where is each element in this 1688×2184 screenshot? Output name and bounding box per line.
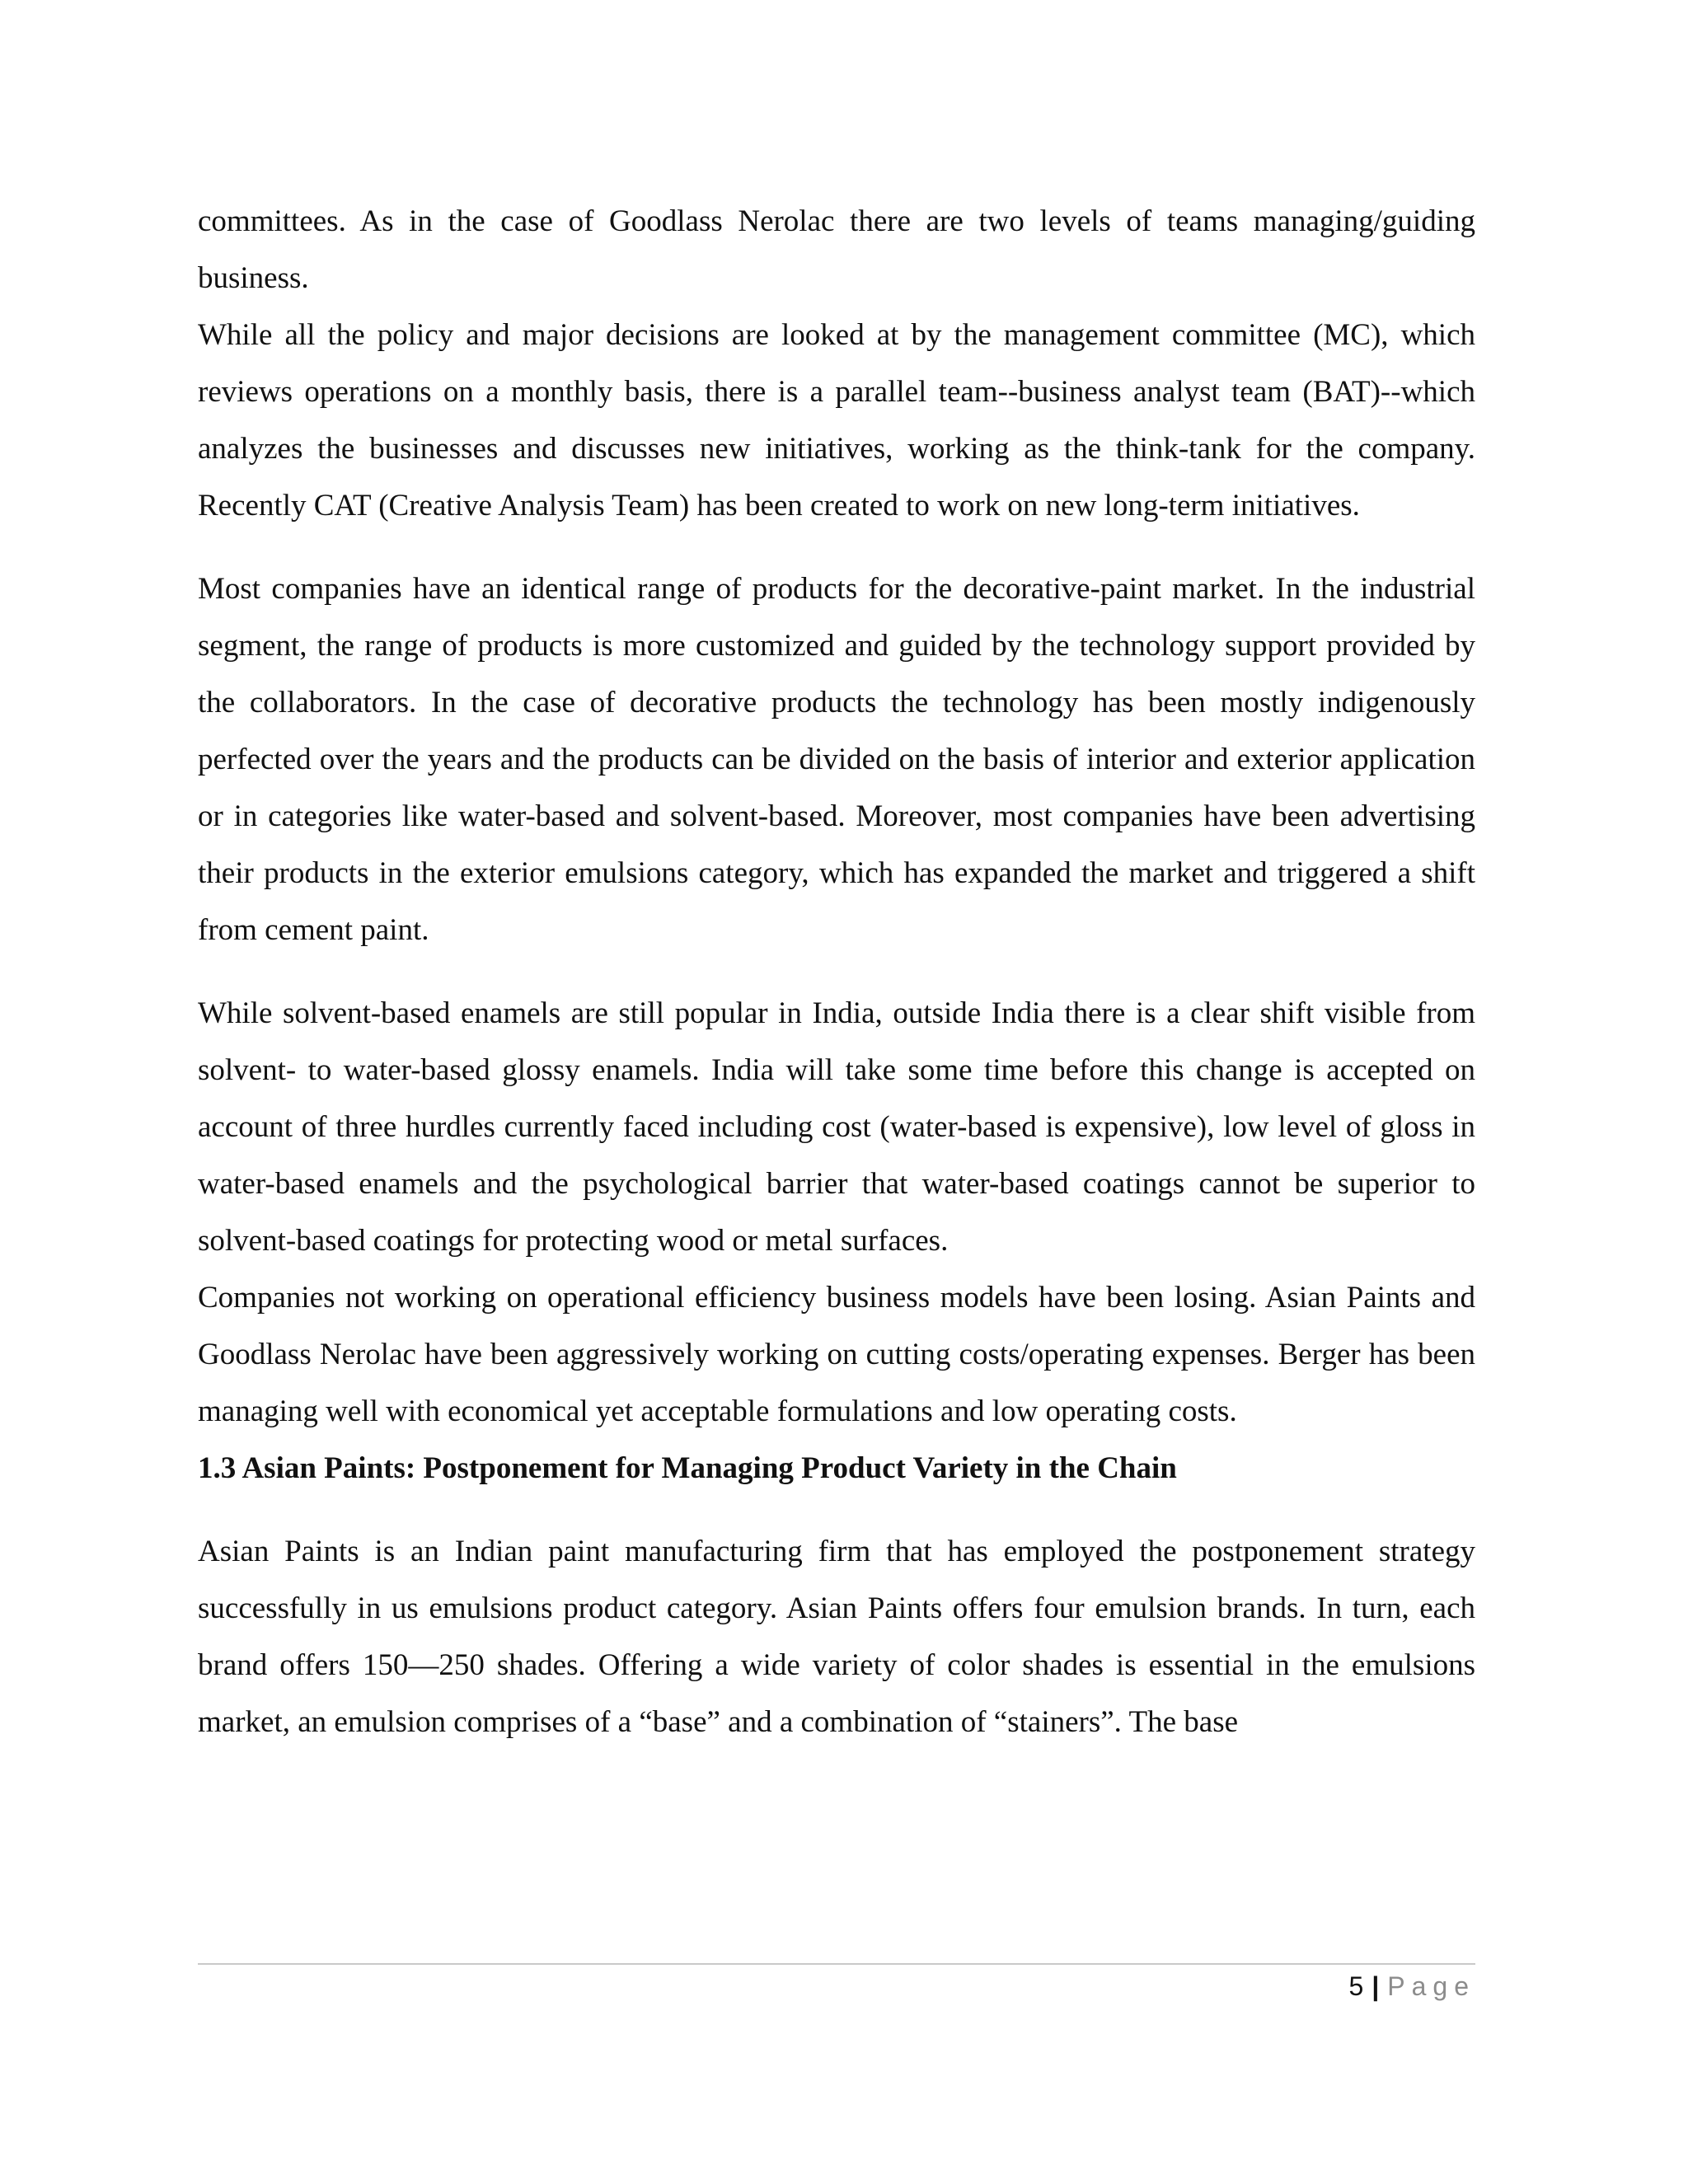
section-heading: 1.3 Asian Paints: Postponement for Managing Product Variety in the Chain — [198, 1451, 1177, 1485]
body-paragraph: While solvent-based enamels are still popular in India, outside India there is a clear shift visible from solvent- to water-based glossy enamels. India will take some time before this change is accepted on account of three hurdles currently faced including cost (water-based is expensive), low level of gloss in water-based enamels and the psychological barrier that water-based coatings cannot be superior to solvent-based coatings for protecting wood or metal surfaces. — [198, 996, 1475, 1258]
body-paragraph: While all the policy and major decisions are looked at by the management committee (MC), which reviews operations on a monthly basis, there is a parallel team--business analyst team (BAT)--which analyzes the businesses and discusses new initiatives, working as the think-tank for the company. Recently CAT (Creative Analysis Team) has been created to work on new long-term initiatives. — [198, 318, 1475, 523]
body-paragraph: committees. As in the case of Goodlass Nerolac there are two levels of teams managing/guiding business. — [198, 204, 1475, 295]
page-label: Page — [1387, 1971, 1475, 2001]
section-paragraph: Asian Paints is an Indian paint manufacturing firm that has employed the postponement strategy successfully in us emulsions product category. Asian Paints offers four emulsion brands. In turn, each brand offers 150—250 shades. Offering a wide variety of color shades is essential in the emulsions market, an emulsion comprises of a “base” and a combination of “stainers”. The base — [198, 1535, 1475, 1739]
page-footer — [198, 1968, 1475, 2004]
page-number: 5 — [1348, 1971, 1364, 2001]
body-paragraph: Most companies have an identical range of products for the decorative-paint market. In the industrial segment, the range of products is more customized and guided by the technology support provided by the collaborators. In the case of decorative products the technology has been mostly indigenously perfected over the years and the products can be divided on the basis of interior and exterior application or in categories like water-based and solvent-based. Moreover, most companies have been advertising their products in the exterior emulsions category, which has expanded the market and triggered a shift from cement paint. — [198, 572, 1475, 947]
footer-divider — [198, 1963, 1475, 1965]
body-paragraph: Companies not working on operational efficiency business models have been losing. Asian Paints and Goodlass Nerolac have been aggressively working on cutting costs/operating expenses. Berger has been managing well with economical yet acceptable formulations and low operating costs. — [198, 1281, 1475, 1428]
footer-separator: | — [1372, 1971, 1380, 2001]
page-content — [198, 193, 1475, 1750]
